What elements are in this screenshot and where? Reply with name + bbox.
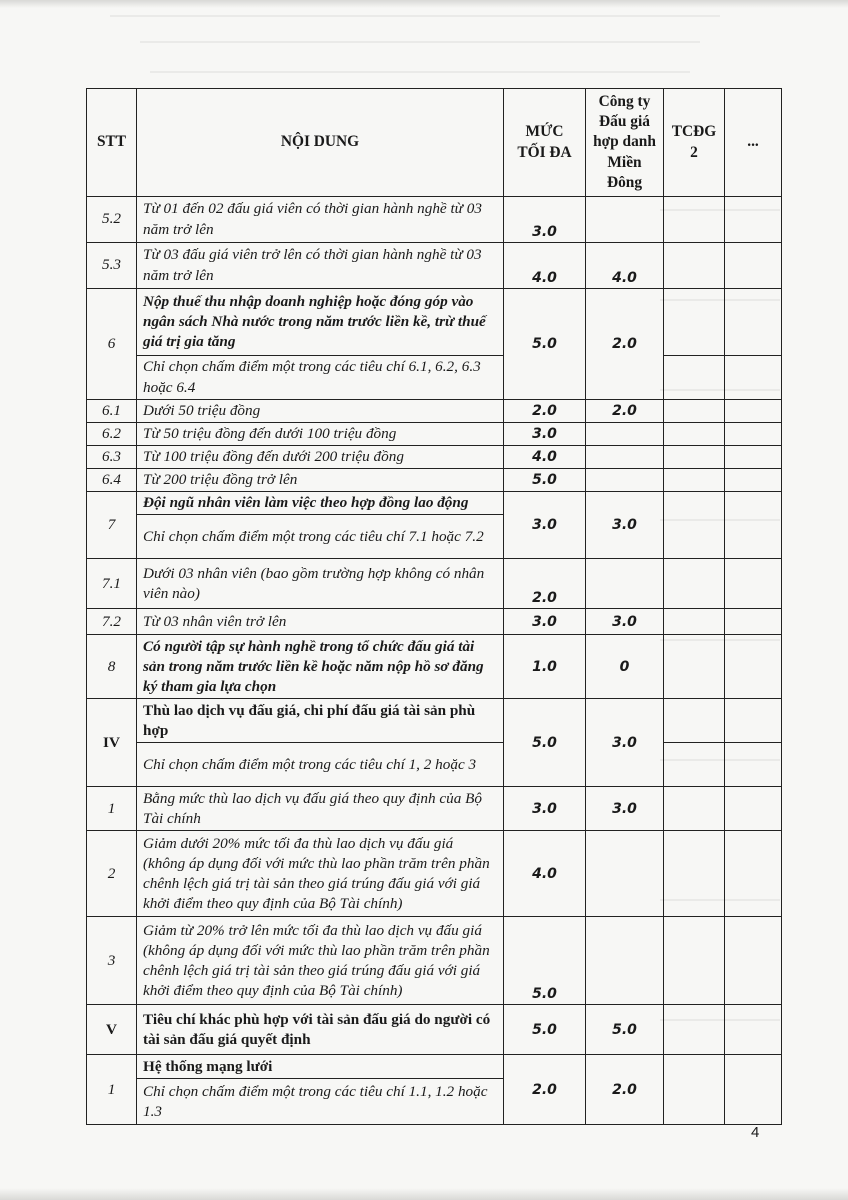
row-tcdg2-score <box>664 559 725 609</box>
row-max-score: 3.0 <box>504 423 586 446</box>
row-stt: 6.3 <box>87 446 137 469</box>
row-stt: 6.4 <box>87 469 137 492</box>
row-more-score <box>725 289 782 356</box>
row-company-score: 5.0 <box>586 1005 664 1055</box>
scoring-criteria-table <box>86 88 782 1125</box>
row-stt: 6.2 <box>87 423 137 446</box>
row-stt: 6 <box>87 289 137 400</box>
row-stt: 7.2 <box>87 609 137 635</box>
row-more-score <box>725 1005 782 1055</box>
row-stt: 1 <box>87 1055 137 1125</box>
row-stt: 2 <box>87 831 137 917</box>
row-content: Từ 01 đến 02 đấu giá viên có thời gian hành nghề từ 03 năm trở lên <box>137 197 504 243</box>
row-tcdg2-score <box>664 1055 725 1125</box>
row-more-score <box>725 423 782 446</box>
row-more-score <box>725 917 782 1005</box>
row-content: Từ 03 nhân viên trở lên <box>137 609 504 635</box>
row-stt: 7 <box>87 492 137 559</box>
table-row <box>87 446 782 469</box>
row-more-score <box>725 609 782 635</box>
table-row <box>87 243 782 289</box>
row-tcdg2-score <box>664 423 725 446</box>
row-content-heading: Nộp thuế thu nhập doanh nghiệp hoặc đóng góp vào ngân sách Nhà nước trong năm trước liền kề, trừ thuế giá trị gia tăng <box>137 289 504 356</box>
scan-shadow-top <box>0 0 848 8</box>
row-max-score: 5.0 <box>504 1005 586 1055</box>
row-max-score: 2.0 <box>504 559 586 609</box>
row-max-score: 3.0 <box>504 787 586 831</box>
table-row <box>87 609 782 635</box>
row-more-score <box>725 699 782 743</box>
row-more-score <box>725 635 782 699</box>
table-row <box>87 197 782 243</box>
row-stt: 5.2 <box>87 197 137 243</box>
row-max-score: 3.0 <box>504 492 586 559</box>
row-tcdg2-score <box>664 635 725 699</box>
row-max-score: 4.0 <box>504 446 586 469</box>
row-content: Từ 100 triệu đồng đến dưới 200 triệu đồng <box>137 446 504 469</box>
row-stt: 8 <box>87 635 137 699</box>
row-more-score <box>725 469 782 492</box>
row-company-score: 2.0 <box>586 400 664 423</box>
row-stt: 3 <box>87 917 137 1005</box>
table-row <box>87 356 782 400</box>
row-company-score <box>586 446 664 469</box>
row-content-heading: Đội ngũ nhân viên làm việc theo hợp đồng lao động <box>137 492 504 515</box>
row-stt: 7.1 <box>87 559 137 609</box>
header-max-score: MỨC TỐI ĐA <box>504 89 586 197</box>
row-content: Giảm dưới 20% mức tối đa thù lao dịch vụ đấu giá (không áp dụng đối với mức thù lao phần trăm trên phần chênh lệch giá trị tài sản theo giá trúng đấu giá với giá khởi điểm theo quy định của Bộ Tài chính) <box>137 831 504 917</box>
table-row <box>87 635 782 699</box>
row-max-score: 3.0 <box>504 197 586 243</box>
row-company-score: 3.0 <box>586 699 664 787</box>
row-stt: 6.1 <box>87 400 137 423</box>
header-stt: STT <box>87 89 137 197</box>
row-more-score <box>725 446 782 469</box>
table-row <box>87 400 782 423</box>
row-more-score <box>725 492 782 559</box>
row-more-score <box>725 787 782 831</box>
table-row <box>87 289 782 356</box>
row-content-heading: Hệ thống mạng lưới <box>137 1055 504 1079</box>
row-max-score: 3.0 <box>504 609 586 635</box>
table-row <box>87 787 782 831</box>
table-row <box>87 917 782 1005</box>
row-content: Tiêu chí khác phù hợp với tài sản đấu giá do người có tài sản đấu giá quyết định <box>137 1005 504 1055</box>
row-more-score <box>725 1055 782 1125</box>
row-more-score <box>725 197 782 243</box>
row-stt: 1 <box>87 787 137 831</box>
row-company-score: 3.0 <box>586 609 664 635</box>
table-row <box>87 1005 782 1055</box>
row-content-note: Chỉ chọn chấm điểm một trong các tiêu chí 6.1, 6.2, 6.3 hoặc 6.4 <box>137 356 504 400</box>
table-header-row <box>87 89 782 197</box>
row-company-score <box>586 423 664 446</box>
row-tcdg2-score <box>664 1005 725 1055</box>
row-content: Có người tập sự hành nghề trong tổ chức đấu giá tài sản trong năm trước liền kề hoặc năm nộp hồ sơ đăng ký tham gia lựa chọn <box>137 635 504 699</box>
header-more: ... <box>725 89 782 197</box>
row-content: Dưới 50 triệu đồng <box>137 400 504 423</box>
row-tcdg2-score <box>664 787 725 831</box>
row-more-score <box>725 743 782 787</box>
row-tcdg2-score <box>664 289 725 356</box>
row-more-score <box>725 559 782 609</box>
row-content: Giảm từ 20% trở lên mức tối đa thù lao dịch vụ đấu giá (không áp dụng đối với mức thù lao phần trăm trên phần chênh lệch giá trị tài sản theo giá trúng đấu giá với giá khởi điểm theo quy định của Bộ Tài chính) <box>137 917 504 1005</box>
row-tcdg2-score <box>664 356 725 400</box>
page-number: 4 <box>751 1124 760 1141</box>
row-tcdg2-score <box>664 917 725 1005</box>
row-company-score <box>586 831 664 917</box>
table-row <box>87 1055 782 1079</box>
header-content: NỘI DUNG <box>137 89 504 197</box>
table-row <box>87 743 782 787</box>
row-company-score <box>586 917 664 1005</box>
row-content: Từ 03 đấu giá viên trở lên có thời gian hành nghề từ 03 năm trở lên <box>137 243 504 289</box>
row-tcdg2-score <box>664 446 725 469</box>
header-tcdg2: TCĐG 2 <box>664 89 725 197</box>
row-max-score: 2.0 <box>504 1055 586 1125</box>
row-tcdg2-score <box>664 831 725 917</box>
row-stt: V <box>87 1005 137 1055</box>
row-content: Từ 50 triệu đồng đến dưới 100 triệu đồng <box>137 423 504 446</box>
row-tcdg2-score <box>664 469 725 492</box>
row-company-score: 4.0 <box>586 243 664 289</box>
row-content: Bằng mức thù lao dịch vụ đấu giá theo quy định của Bộ Tài chính <box>137 787 504 831</box>
row-content-heading: Thù lao dịch vụ đấu giá, chi phí đấu giá tài sản phù hợp <box>137 699 504 743</box>
row-stt: 5.3 <box>87 243 137 289</box>
row-tcdg2-score <box>664 743 725 787</box>
row-content: Dưới 03 nhân viên (bao gồm trường hợp không có nhân viên nào) <box>137 559 504 609</box>
table-row <box>87 699 782 743</box>
row-company-score: 3.0 <box>586 787 664 831</box>
row-max-score: 5.0 <box>504 699 586 787</box>
row-tcdg2-score <box>664 197 725 243</box>
row-tcdg2-score <box>664 699 725 743</box>
scan-shadow-bottom <box>0 1188 848 1200</box>
row-company-score: 3.0 <box>586 492 664 559</box>
table-row <box>87 492 782 515</box>
table-row <box>87 469 782 492</box>
row-content-note: Chỉ chọn chấm điểm một trong các tiêu chí 1.1, 1.2 hoặc 1.3 <box>137 1079 504 1125</box>
row-max-score: 5.0 <box>504 469 586 492</box>
row-max-score: 4.0 <box>504 243 586 289</box>
row-content-note: Chỉ chọn chấm điểm một trong các tiêu chí 1, 2 hoặc 3 <box>137 743 504 787</box>
row-more-score <box>725 356 782 400</box>
row-max-score: 2.0 <box>504 400 586 423</box>
table-row <box>87 423 782 446</box>
header-company: Công ty Đấu giá hợp danh Miền Đông <box>586 89 664 197</box>
row-content-note: Chỉ chọn chấm điểm một trong các tiêu chí 7.1 hoặc 7.2 <box>137 515 504 559</box>
row-company-score: 0 <box>586 635 664 699</box>
row-max-score: 1.0 <box>504 635 586 699</box>
row-company-score <box>586 197 664 243</box>
row-more-score <box>725 831 782 917</box>
row-tcdg2-score <box>664 243 725 289</box>
row-company-score <box>586 469 664 492</box>
table-row <box>87 559 782 609</box>
row-more-score <box>725 400 782 423</box>
row-company-score: 2.0 <box>586 289 664 400</box>
row-tcdg2-score <box>664 492 725 559</box>
row-tcdg2-score <box>664 400 725 423</box>
row-max-score: 5.0 <box>504 917 586 1005</box>
row-tcdg2-score <box>664 609 725 635</box>
row-company-score <box>586 559 664 609</box>
row-content: Từ 200 triệu đồng trở lên <box>137 469 504 492</box>
row-more-score <box>725 243 782 289</box>
row-max-score: 5.0 <box>504 289 586 400</box>
row-max-score: 4.0 <box>504 831 586 917</box>
table-row <box>87 831 782 917</box>
row-stt: IV <box>87 699 137 787</box>
row-company-score: 2.0 <box>586 1055 664 1125</box>
